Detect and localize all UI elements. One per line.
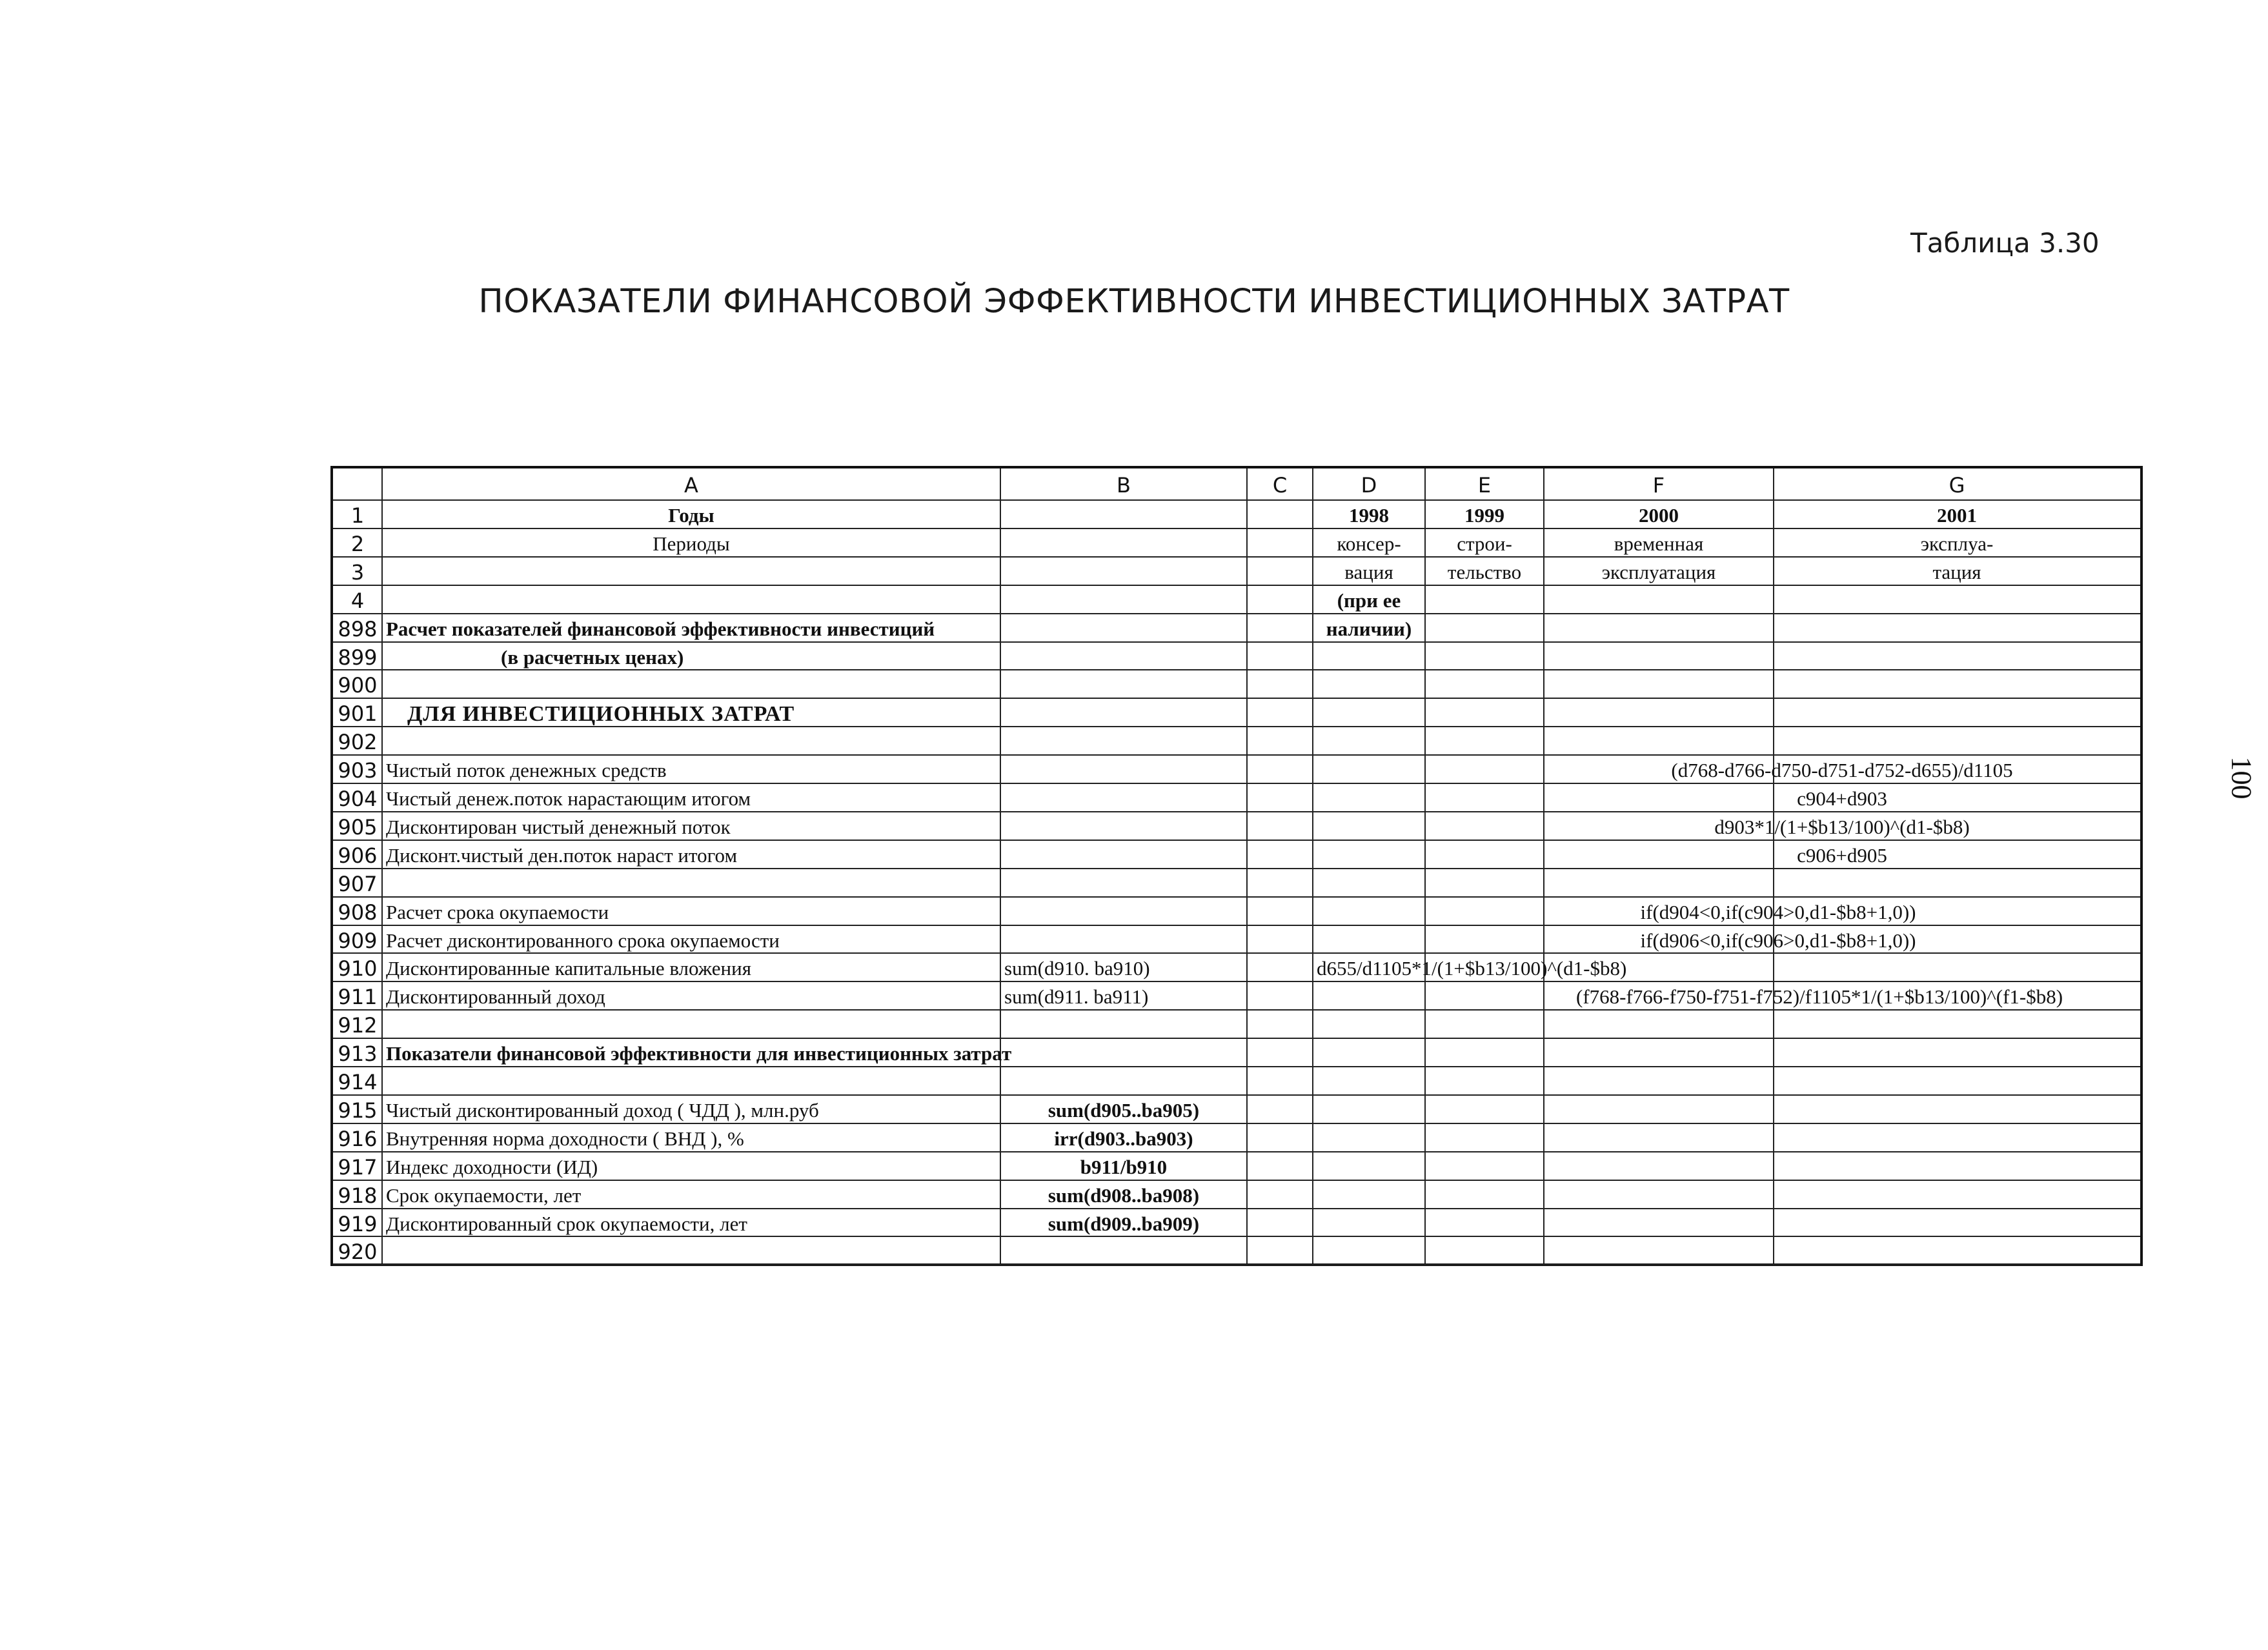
row-number: 2 <box>350 531 365 556</box>
row-number: 904 <box>338 787 378 811</box>
cell-a: Расчет дисконтированного срока окупаемости <box>386 929 780 952</box>
cell-f: временная <box>1614 532 1704 555</box>
cell-b: b911/b910 <box>1080 1155 1168 1178</box>
formula-span: (f768-f766-f750-f751-f752)/f1105*1/(1+$b13/100)^(f1-$b8) <box>1576 985 2063 1009</box>
cell-a: Дисконтированные капитальные вложения <box>386 957 751 980</box>
row-number: 911 <box>338 985 378 1010</box>
grid-hline <box>333 811 2140 812</box>
grid-hline <box>333 641 2140 643</box>
cell-f: 2000 <box>1639 504 1679 527</box>
formula-span: if(d906<0,if(c906>0,d1-$b8+1,0)) <box>1640 929 1916 952</box>
page-number: 100 <box>2225 756 2258 800</box>
grid-hline <box>333 585 2140 586</box>
column-header-a: A <box>684 473 698 498</box>
cell-b: sum(d911. ba911) <box>1004 985 1149 1009</box>
cell-a: Чистый поток денежных средств <box>386 759 667 782</box>
grid-vline <box>1773 468 1774 1263</box>
row-number: 920 <box>338 1240 378 1265</box>
formula-span: c904+d903 <box>1797 787 1887 810</box>
formula-span: d655/d1105*1/(1+$b13/100)^(d1-$b8) <box>1317 957 1627 980</box>
grid-hline <box>333 981 2140 982</box>
column-header-f: F <box>1652 473 1665 498</box>
table-label: Таблица 3.30 <box>1910 227 2100 259</box>
cell-a: Показатели финансовой эффективности для инвестиционных затрат <box>386 1042 1012 1065</box>
cell-a: Дисконт.чистый ден.поток нараст итогом <box>386 843 738 867</box>
grid-hline <box>333 840 2140 841</box>
spreadsheet-table <box>330 466 2143 1266</box>
grid-hline <box>333 613 2140 614</box>
grid-hline <box>333 1123 2140 1124</box>
grid-hline <box>333 1208 2140 1209</box>
row-number: 898 <box>338 616 378 641</box>
cell-b: sum(d910. ba910) <box>1004 957 1150 980</box>
grid-hline <box>333 698 2140 699</box>
cell-b: sum(d908..ba908) <box>1048 1183 1200 1207</box>
cell-b: sum(d905..ba905) <box>1048 1098 1200 1122</box>
row-number: 900 <box>338 673 378 698</box>
cell-a: Расчет показателей финансовой эффективности инвестиций <box>386 617 935 640</box>
grid-hline <box>333 754 2140 756</box>
row-number: 4 <box>350 588 365 613</box>
row-number: 902 <box>338 730 378 755</box>
row-number: 913 <box>338 1041 378 1067</box>
grid-hline <box>333 1009 2140 1011</box>
formula-span: (d768-d766-d750-d751-d752-d655)/d1105 <box>1671 759 2013 782</box>
cell-a: Дисконтированный срок окупаемости, лет <box>386 1212 747 1235</box>
formula-span: c906+d905 <box>1797 843 1887 867</box>
row-number: 915 <box>338 1098 378 1123</box>
grid-hline <box>333 952 2140 954</box>
cell-a: Внутренняя норма доходности ( ВНД ), % <box>386 1127 744 1150</box>
row-number: 914 <box>338 1070 378 1094</box>
grid-hline <box>333 1094 2140 1096</box>
grid-hline <box>333 556 2140 558</box>
row-number: 918 <box>338 1183 378 1208</box>
cell-a: Дисконтирован чистый денежный поток <box>386 815 731 838</box>
grid-hline <box>333 1066 2140 1067</box>
row-number: 907 <box>338 871 378 896</box>
cell-a: Годы <box>668 504 714 527</box>
column-header-b: B <box>1117 473 1131 498</box>
cell-a: (в расчетных ценах) <box>501 645 684 669</box>
row-number: 910 <box>338 956 378 981</box>
grid-hline <box>333 1151 2140 1152</box>
grid-hline <box>333 1264 2140 1265</box>
column-header-c: C <box>1272 473 1288 498</box>
row-number: 917 <box>338 1154 378 1180</box>
cell-f: эксплуатация <box>1601 560 1716 583</box>
cell-b: sum(d909..ba909) <box>1048 1212 1200 1235</box>
cell-a: Чистый денеж.поток нарастающим итогом <box>386 787 751 810</box>
cell-e: 1999 <box>1464 504 1504 527</box>
grid-vline <box>1312 468 1313 1263</box>
cell-d: вация <box>1344 560 1393 583</box>
cell-a: Индекс доходности (ИД) <box>386 1155 598 1178</box>
cell-g: 2001 <box>1937 504 1977 527</box>
grid-hline <box>333 896 2140 898</box>
row-number: 1 <box>350 503 365 528</box>
cell-d: (при ее <box>1337 589 1401 612</box>
row-number: 919 <box>338 1211 378 1236</box>
row-number: 916 <box>338 1126 378 1151</box>
grid-hline <box>333 1236 2140 1237</box>
document-title: ПОКАЗАТЕЛИ ФИНАНСОВОЙ ЭФФЕКТИВНОСТИ ИНВЕСТИЦИОННЫХ ЗАТРАТ <box>478 283 1790 321</box>
formula-span: d903*1/(1+$b13/100)^(d1-$b8) <box>1714 815 1970 838</box>
grid-hline <box>333 783 2140 784</box>
grid-hline <box>333 499 2140 501</box>
row-number: 909 <box>338 928 378 953</box>
cell-a: ДЛЯ ИНВЕСТИЦИОННЫХ ЗАТРАТ <box>407 702 795 727</box>
grid-hline <box>333 1180 2140 1181</box>
cell-d: консер- <box>1337 532 1401 555</box>
formula-span: if(d904<0,if(c904>0,d1-$b8+1,0)) <box>1640 900 1916 923</box>
grid-vline <box>1424 468 1426 1263</box>
cell-g: эксплуа- <box>1920 532 1994 555</box>
grid-hline <box>333 669 2140 670</box>
cell-a: Периоды <box>653 532 730 555</box>
row-number: 906 <box>338 843 378 868</box>
row-number: 901 <box>338 701 378 727</box>
row-number: 3 <box>350 559 365 585</box>
cell-b: irr(d903..ba903) <box>1054 1127 1193 1150</box>
cell-d: наличии) <box>1326 617 1412 640</box>
grid-hline <box>333 925 2140 926</box>
grid-hline <box>333 726 2140 727</box>
cell-e: строи- <box>1457 532 1512 555</box>
row-number: 908 <box>338 900 378 925</box>
grid-hline <box>333 1038 2140 1039</box>
cell-e: тельство <box>1447 560 1522 583</box>
cell-a: Срок окупаемости, лет <box>386 1183 582 1207</box>
row-number: 899 <box>338 645 378 670</box>
grid-vline <box>1543 468 1544 1263</box>
cell-g: тация <box>1932 560 1981 583</box>
cell-a: Расчет срока окупаемости <box>386 900 609 923</box>
cell-a: Дисконтированный доход <box>386 985 605 1009</box>
grid-hline <box>333 528 2140 529</box>
column-header-d: D <box>1361 473 1377 498</box>
column-header-g: G <box>1949 473 1965 498</box>
cell-a: Чистый дисконтированный доход ( ЧДД ), млн.руб <box>386 1098 819 1122</box>
row-number: 912 <box>338 1013 378 1038</box>
row-number: 905 <box>338 814 378 840</box>
grid-hline <box>333 868 2140 869</box>
cell-d: 1998 <box>1349 504 1389 527</box>
column-header-e: E <box>1477 473 1492 498</box>
row-number: 903 <box>338 758 378 783</box>
